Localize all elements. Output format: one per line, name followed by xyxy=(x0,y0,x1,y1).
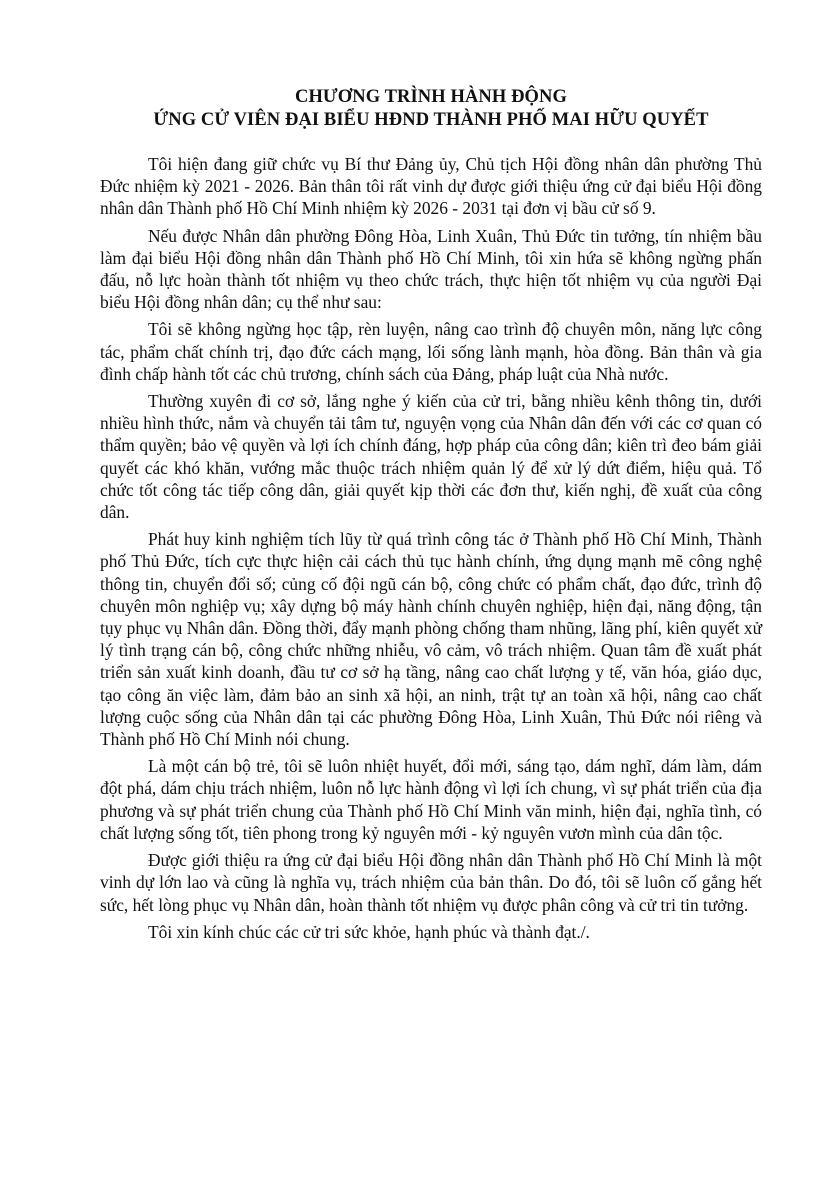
paragraph-administrative-reform: Phát huy kinh nghiệm tích lũy từ quá trình công tác ở Thành phố Hồ Chí Minh, Thành phố Thủ Đức, tích cực thực hiện cải cách thủ tục hành chính, ứng dụng mạnh mẽ công nghệ thông tin, chuyển đổi số; củng cố đội ngũ cán bộ, công chức có phẩm chất, đạo đức, trình độ chuyên môn nghiệp vụ; xây dựng bộ máy hành chính chuyên nghiệp, hiện đại, năng động, tận tụy phục vụ Nhân dân. Đồng thời, đẩy mạnh phòng chống tham nhũng, lãng phí, kiên quyết xử lý tình trạng cán bộ, công chức những nhiễu, vô cảm, vô trách nhiệm. Quan tâm đề xuất phát triển sản xuất kinh doanh, đầu tư cơ sở hạ tầng, nâng cao chất lượng y tế, văn hóa, giáo dục, tạo công ăn việc làm, đảm bảo an sinh xã hội, an ninh, trật tự an toàn xã hội, nâng cao chất lượng cuộc sống của Nhân dân tại các phường Đông Hòa, Linh Xuân, Thủ Đức nói riêng và Thành phố Hồ Chí Minh nói chung. xyxy=(100,529,762,750)
title-line-2: ỨNG CỬ VIÊN ĐẠI BIỂU HĐND THÀNH PHỐ MAI HỮU QUYẾT xyxy=(153,110,709,130)
paragraph-pledge-intro: Nếu được Nhân dân phường Đông Hòa, Linh Xuân, Thủ Đức tin tưởng, tín nhiệm bầu làm đại biểu Hội đồng nhân dân Thành phố Hồ Chí Minh, tôi xin hứa sẽ không ngừng phấn đấu, nỗ lực hoàn thành tốt nhiệm vụ theo chức trách, thực hiện tốt nhiệm vụ của người Đại biểu Hội đồng nhân dân; cụ thể như sau: xyxy=(100,225,762,313)
paragraph-current-position: Tôi hiện đang giữ chức vụ Bí thư Đảng ủy, Chủ tịch Hội đồng nhân dân phường Thủ Đức nhiệm kỳ 2021 - 2026. Bản thân tôi rất vinh dự được giới thiệu ứng cử đại biểu Hội đồng nhân dân Thành phố Hồ Chí Minh nhiệm kỳ 2026 - 2031 tại đơn vị bầu cử số 9. xyxy=(100,154,762,219)
document-title xyxy=(100,86,762,132)
document-body xyxy=(100,153,762,948)
paragraph-young-cadre: Là một cán bộ trẻ, tôi sẽ luôn nhiệt huyết, đổi mới, sáng tạo, dám nghĩ, dám làm, dám đột phá, dám chịu trách nhiệm, luôn nỗ lực hành động vì lợi ích chung, vì sự phát triển của địa phương và sự phát triển chung của Thành phố Hồ Chí Minh văn minh, hiện đại, nghĩa tình, có chất lượng sống tốt, tiên phong trong kỷ nguyên mới - kỷ nguyên vươn mình của dân tộc. xyxy=(100,756,762,843)
paragraph-closing: Tôi xin kính chúc các cử tri sức khỏe, hạnh phúc và thành đạt./. xyxy=(148,921,590,942)
paragraph-voter-contact: Thường xuyên đi cơ sở, lắng nghe ý kiến của cử tri, bằng nhiều kênh thông tin, dưới nhiều hình thức, nắm và chuyển tải tâm tư, nguyện vọng của Nhân dân đến với các cơ quan có thẩm quyền; bảo vệ quyền và lợi ích chính đáng, hợp pháp của công dân; kiên trì đeo bám giải quyết các khó khăn, vướng mắc thuộc trách nhiệm quản lý để xử lý dứt điểm, hiệu quả. Tổ chức tốt công tác tiếp công dân, giải quyết kịp thời các đơn thư, kiến nghị, đề xuất của công dân. xyxy=(100,391,762,523)
paragraph-self-improvement: Tôi sẽ không ngừng học tập, rèn luyện, nâng cao trình độ chuyên môn, năng lực công tác, phẩm chất chính trị, đạo đức cách mạng, lối sống lành mạnh, hòa đồng. Bản thân và gia đình chấp hành tốt các chủ trương, chính sách của Đảng, pháp luật của Nhà nước. xyxy=(100,319,762,384)
paragraph-honor-duty: Được giới thiệu ra ứng cử đại biểu Hội đồng nhân dân Thành phố Hồ Chí Minh là một vinh dự lớn lao và cũng là nghĩa vụ, trách nhiệm của bản thân. Do đó, tôi sẽ luôn cố gắng hết sức, hết lòng phục vụ Nhân dân, hoàn thành tốt nhiệm vụ được phân công và cử tri tin tưởng. xyxy=(100,850,762,915)
title-line-1: CHƯƠNG TRÌNH HÀNH ĐỘNG xyxy=(294,87,567,107)
